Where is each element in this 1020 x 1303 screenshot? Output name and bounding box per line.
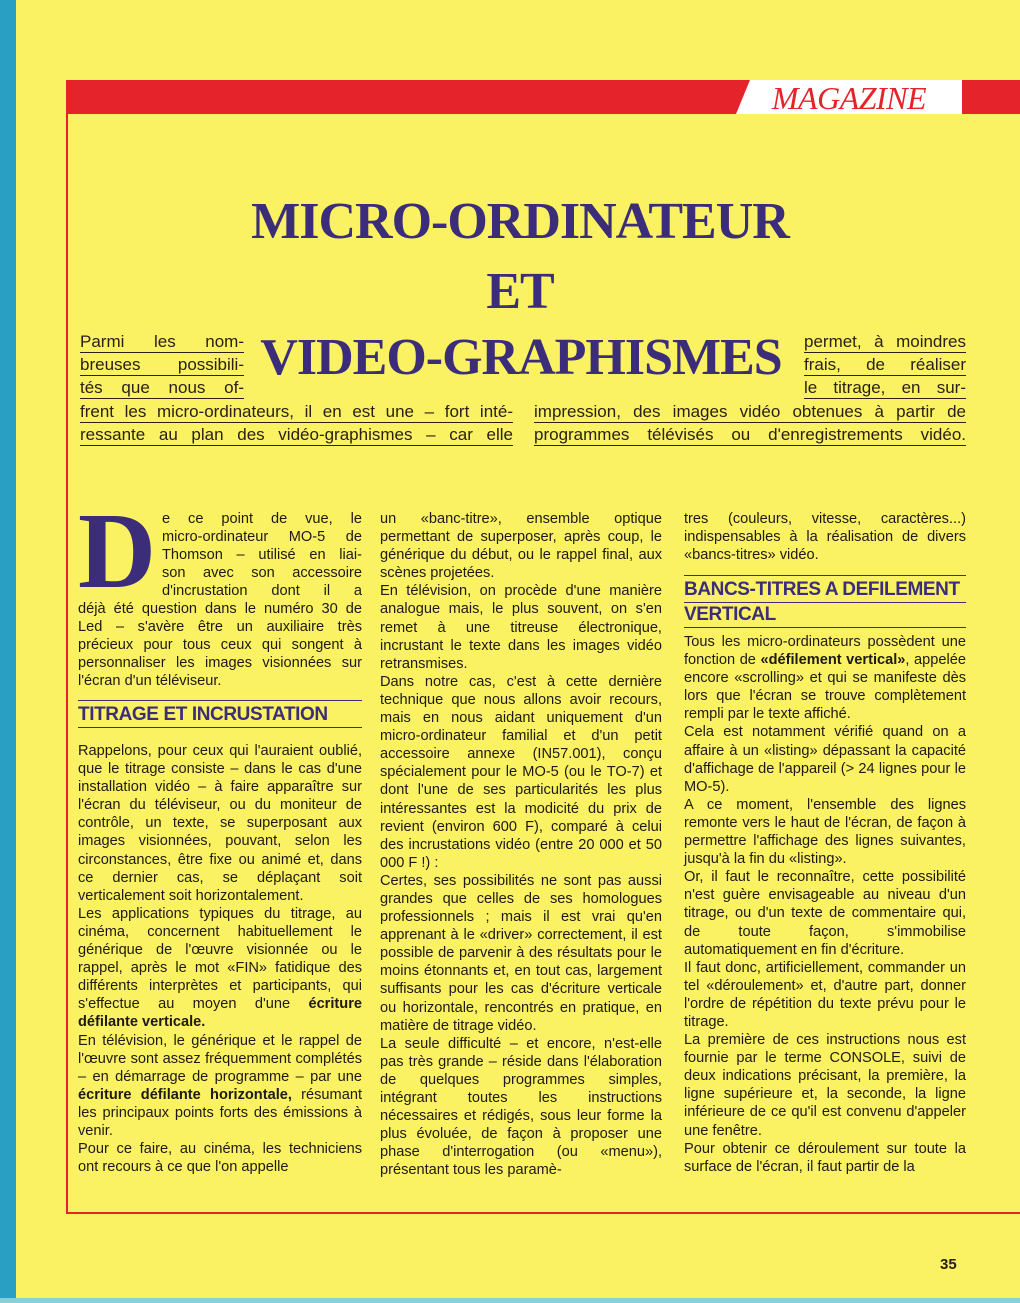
col1-lead-rest <box>78 600 362 690</box>
lead-line: Thomson – utilisé en liai- <box>162 547 362 564</box>
intro-right <box>804 330 966 399</box>
paragraph: Dans notre cas, c'est à cette dernière technique que nous allons avoir recours, mais en nous aidant uniquement d'un micro-ordinateur familial et d'un petit accessoire annexe (IN57.001), conçu spécialement pour le MO-5 (ou le TO-7) et dont l'une de ses particularités les plus intéressantes est la modicité du prix de revient (environ 600 F), comparé à celui des incrustations vidéo (entre 20 000 et 50 000 F !) : <box>380 673 662 871</box>
bold-text: «défilement vertical» <box>760 652 906 669</box>
lead-line: micro-ordinateur MO-5 de <box>162 529 362 546</box>
col2-body <box>380 510 662 1179</box>
lead-line: son avec son accessoire <box>162 565 362 582</box>
paragraph: Cela est notamment vérifié quand on a affaire à un «listing» dépassant la capacité d'affichage de l'appareil (> 24 lignes pour le MO-5). <box>684 724 966 795</box>
paragraph: Il faut donc, artificiellement, commander un tel «déroulement» et, d'autre part, donner l'ordre de répétition du texte prévu pour le titrage. <box>684 959 966 1030</box>
paragraph: A ce moment, l'ensemble des lignes remonte vers le haut de l'écran, de façon à permettre l'affichage des lignes suivantes, jusqu'à la fin du «listing». <box>684 796 966 868</box>
drop-cap: D <box>78 492 156 611</box>
section-heading <box>684 575 966 628</box>
paragraph <box>684 633 966 723</box>
intro-bottom-right <box>534 400 966 446</box>
intro-line: le titrage, en sur- <box>804 378 966 397</box>
paragraph: Or, il faut le reconnaître, cette possibilité n'est guère envisageable au niveau d'un titrage, ou d'un texte de commentaire qui, de toute façon, s'immobilise automatiquement en fin d'écriture. <box>684 869 966 958</box>
paragraph: un «banc-titre», ensemble optique permettant de superposer, après coup, le générique du début, ou le rappel final, aux scènes projetées. <box>380 511 662 582</box>
paragraph: Pour ce faire, au cinéma, les techniciens ont recours à ce que l'on appelle <box>78 1141 362 1176</box>
page-number: 35 <box>940 1256 957 1273</box>
heading-text: VERTICAL <box>684 603 966 628</box>
text-run: Tous les micro-ordinateurs possèdent une fonction de <box>684 634 966 669</box>
title-line-2: ET <box>486 263 554 320</box>
text-run: Les applications typiques du titrage, au cinéma, concernent habituellement le générique de l'œuvre visionnée ou le rappel, après le mot «FIN» fatidique des différents interprètes et participants, qui s'effectue au moyen d'une <box>78 905 362 1013</box>
paragraph: La seule difficulté – et encore, n'est-elle pas très grande – réside dans l'élaboration de quelques programmes simples, intégrant toutes les instructions nécessaires et rédigés, sous leur forme la plus évoluée, de façon à proposer une phase d'interrogation (ou «menu»), présentant tous les paramè- <box>380 1035 662 1179</box>
heading-text: BANCS-TITRES A DEFILEMENT <box>684 578 966 603</box>
intro-bottom-left <box>80 400 513 446</box>
frame-left-rule <box>66 114 68 1214</box>
text-run: résumant les principaux points forts des émissions à venir. <box>78 1086 362 1139</box>
col1-body <box>78 742 362 1176</box>
paragraph: déjà été question dans le numéro 30 de Led – s'avère être un auxiliaire très précieux pour tous ceux qui songent à personnaliser les images visionnées sur l'écran d'un téléviseur. <box>78 601 362 690</box>
page-bottom-strip <box>0 1298 1020 1303</box>
col3-body <box>684 633 966 1176</box>
intro-line: breuses possibili- <box>80 355 244 374</box>
col3-top <box>684 510 966 564</box>
frame-bottom-rule <box>66 1212 1020 1214</box>
paragraph: Pour obtenir ce déroulement sur toute la surface de l'écran, il faut partir de la <box>684 1140 966 1175</box>
paragraph: tres (couleurs, vitesse, caractères...) indispensables à la réalisation de divers «bancs-titres» vidéo. <box>684 511 966 564</box>
intro-line: programmes télévisés ou d'enregistrements vidéo. <box>534 425 966 444</box>
paragraph: Rappelons, pour ceux qui l'auraient oublié, que le titrage consiste – dans le cas d'une installation vidéo – à faire apparaître sur l'écran du téléviseur, ou du moniteur de contrôle, un texte, se superposant aux images visionnées, pouvant, selon les circonstances, être fixe ou animé et, dans ce dernier cas, se déplaçant soit verticalement soit horizontalement. <box>78 743 362 904</box>
intro-line: ressante au plan des vidéo-graphismes – car elle <box>80 425 513 444</box>
intro-line: tés que nous of- <box>80 378 244 397</box>
paragraph: En télévision, on procède d'une manière analogue mais, le plus souvent, on s'en remet à une titreuse électronique, incrustant le texte dans les images vidéo retransmises. <box>380 583 662 672</box>
bold-text: écriture défilante horizontale, <box>78 1086 292 1103</box>
intro-line: impression, des images vidéo obtenues à partir de <box>534 402 966 421</box>
bold-text: écriture défilante verticale. <box>78 996 362 1031</box>
lead-line: d'incrustation dont il a <box>162 583 362 600</box>
heading-text: TITRAGE ET INCRUSTATION <box>78 703 362 728</box>
paragraph <box>78 905 362 1032</box>
paragraph: Certes, ses possibilités ne sont pas aussi grandes que celles de ses homologues professionnels ; mais il est vrai qu'en apprenant à le «driver» correctement, il est possible de parvenir à des résultats pour le moins étonnants et, en tout cas, largement suffisants pour les cas d'écriture verticale ou horizontale, rencontrés en pratique, en matière de titrage vidéo. <box>380 872 662 1034</box>
text-run: En télévision, le générique et le rappel de l'œuvre sont assez fréquemment complétés – en démarrage de programme – par une <box>78 1032 362 1085</box>
section-label: MAGAZINE <box>771 80 927 116</box>
intro-left <box>80 330 244 399</box>
intro-line: frent les micro-ordinateurs, il en est une – fort inté- <box>80 402 513 421</box>
section-heading <box>78 700 362 728</box>
title-line-3: VIDEO-GRAPHISMES <box>260 329 782 386</box>
title-line-1: MICRO-ORDINATEUR <box>251 193 789 250</box>
col1-lead <box>78 492 362 611</box>
paragraph <box>78 1032 362 1141</box>
lead-line: e ce point de vue, le <box>162 511 362 527</box>
text-run: , appelée encore «scrolling» et qui se manifeste dès lors que l'écran se trouve complètement rempli par le texte affiché. <box>684 652 966 723</box>
paragraph: La première de ces instructions nous est fournie par le terme CONSOLE, suivi de deux indications précisant, la première, la ligne supérieure et, la seconde, la ligne inférieure de ce qu'il est convenu d'appeler une fenêtre. <box>684 1032 966 1139</box>
intro-line: frais, de réaliser <box>804 355 966 374</box>
intro-line: permet, à moindres <box>804 332 966 351</box>
page-edge-strip <box>0 0 16 1303</box>
intro-line: Parmi les nom- <box>80 332 244 351</box>
